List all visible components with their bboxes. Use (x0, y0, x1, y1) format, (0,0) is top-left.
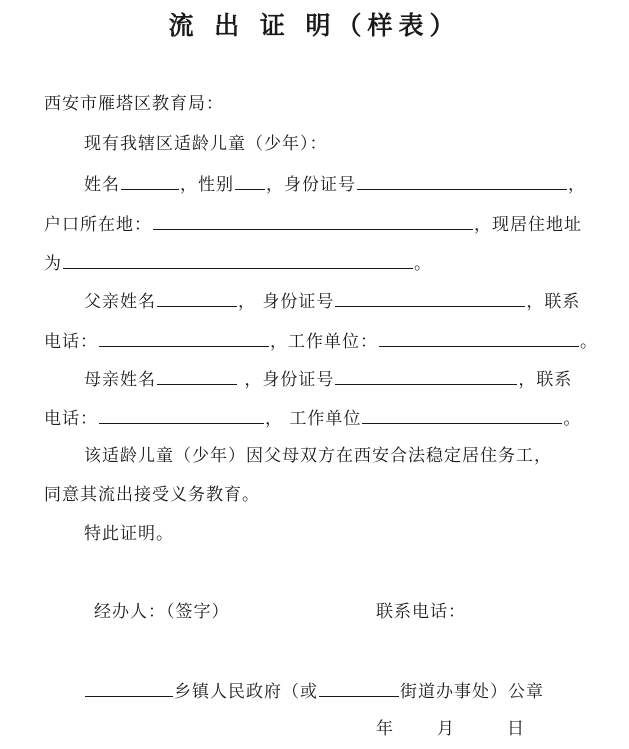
handler-signature-label: 经办人：（签字） (94, 602, 230, 622)
contact-phone-label: 联系电话： (376, 602, 466, 622)
father-phone-label-b: 电话： (44, 332, 98, 352)
current-address-blank[interactable] (63, 251, 413, 269)
father-id-label: ， 身份证号 (238, 292, 335, 312)
mother-line-2 (44, 406, 581, 430)
mother-phone-label-b: 电话： (44, 409, 98, 429)
mother-end: 。 (563, 409, 582, 429)
child-id-blank[interactable] (357, 172, 567, 190)
child-name-blank[interactable] (121, 172, 179, 190)
date-day: 日 (507, 719, 525, 739)
statement-line-2: 同意其流出接受义务教育。 (44, 485, 260, 505)
date-month: 月 (437, 719, 455, 739)
father-phone-label-a: ，联系 (526, 292, 581, 312)
current-address-label: ，现居住地址 (474, 215, 582, 235)
town-blank[interactable] (85, 679, 173, 697)
mother-work-label: ， 工作单位 (265, 409, 362, 429)
hukou-line (44, 212, 582, 236)
mother-work-blank[interactable] (362, 406, 562, 424)
father-name-label: 父亲姓名 (84, 292, 156, 312)
current-address-end: 。 (414, 254, 432, 274)
child-name-label: 姓名 (84, 175, 120, 195)
intro-line: 现有我辖区适龄儿童（少年）： (84, 134, 328, 154)
mother-line-1 (84, 367, 572, 391)
addressee: 西安市雁塔区教育局： (44, 94, 224, 114)
father-end: 。 (580, 332, 598, 352)
current-address-line (44, 251, 432, 275)
father-id-blank[interactable] (335, 289, 525, 307)
page-title: 流 出 证 明（样表） (168, 11, 461, 40)
hereby-line: 特此证明。 (84, 524, 174, 544)
mother-id-label: ，身份证号 (238, 370, 335, 390)
date-year: 年 (376, 719, 394, 739)
hukou-label: 户口所在地： (44, 215, 152, 235)
mother-phone-blank[interactable] (99, 406, 264, 424)
child-gender-label: ，性别 (180, 175, 234, 195)
town-label: 乡镇人民政府（或 (174, 682, 318, 702)
street-label: 街道办事处）公章 (400, 682, 544, 702)
mother-phone-label-a: ，联系 (518, 370, 573, 390)
mother-name-label: 母亲姓名 (84, 370, 156, 390)
father-work-blank[interactable] (379, 329, 579, 347)
current-address-label-2: 为 (44, 254, 62, 274)
father-line-2 (44, 329, 598, 353)
father-phone-blank[interactable] (99, 329, 269, 347)
father-name-blank[interactable] (157, 289, 237, 307)
child-gender-blank[interactable] (235, 172, 265, 190)
child-id-end: ， (568, 175, 586, 195)
child-id-label: ，身份证号 (266, 175, 356, 195)
seal-line (84, 679, 544, 703)
street-blank[interactable] (319, 679, 399, 697)
mother-id-blank[interactable] (335, 367, 517, 385)
mother-name-blank[interactable] (157, 367, 237, 385)
father-work-label: ，工作单位： (270, 332, 378, 352)
statement-line-1: 该适龄儿童（少年）因父母双方在西安合法稳定居住务工， (84, 446, 552, 466)
father-line-1 (84, 289, 580, 313)
child-info-line (84, 172, 586, 196)
hukou-blank[interactable] (153, 212, 473, 230)
